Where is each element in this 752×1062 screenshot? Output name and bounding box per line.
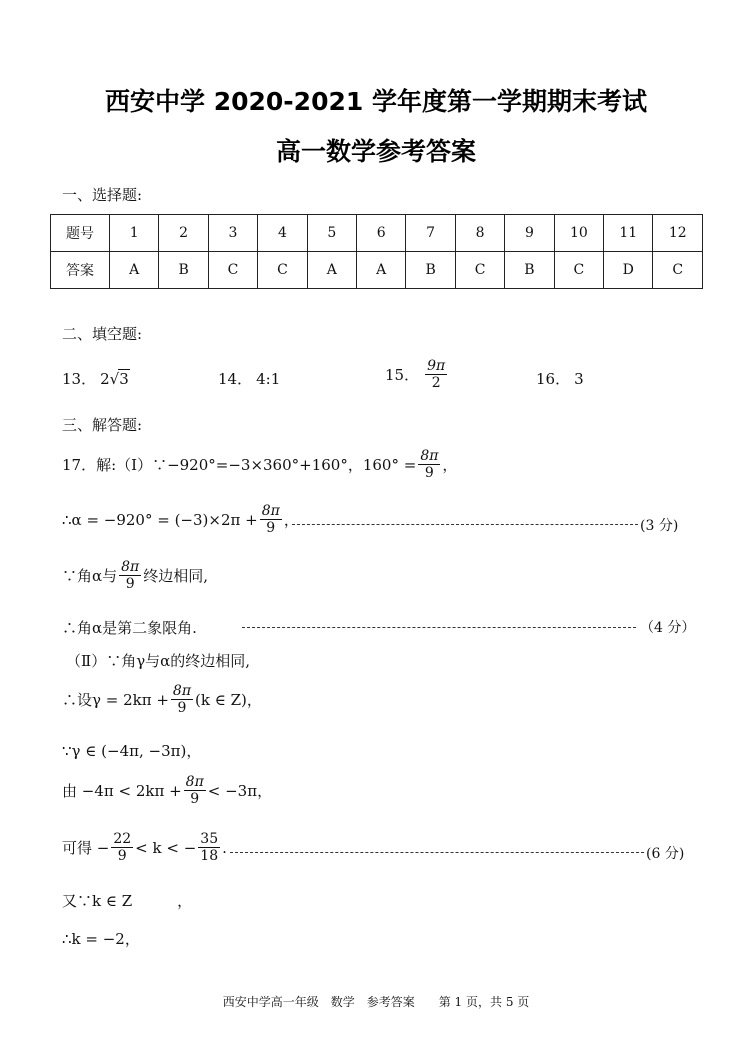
fraction-denominator: 9 bbox=[177, 700, 187, 717]
line-text: 终边相同, bbox=[143, 567, 209, 586]
solution-line-9 bbox=[62, 831, 227, 864]
answer-letter: A bbox=[357, 252, 406, 289]
score-mark: （4 分） bbox=[640, 620, 696, 636]
question-number: 9 bbox=[505, 215, 554, 252]
fraction-numerator: 9π bbox=[427, 358, 446, 374]
question-number: 12 bbox=[653, 215, 703, 252]
fill-answer-15 bbox=[385, 358, 449, 391]
fraction-numerator: 22 bbox=[113, 831, 132, 847]
fraction-numerator: 8π bbox=[121, 559, 140, 575]
answer-letter: C bbox=[455, 252, 504, 289]
fraction-numerator: 8π bbox=[185, 774, 204, 790]
line-text: (k ∈ Z)， bbox=[195, 691, 262, 710]
fill-label: 13． bbox=[62, 370, 97, 388]
dotted-leader bbox=[292, 524, 638, 525]
fraction bbox=[184, 774, 206, 807]
radicand: 3 bbox=[119, 370, 129, 388]
line-text: < −3π， bbox=[207, 782, 273, 801]
score-mark: (3 分) bbox=[640, 518, 679, 534]
solution-line-2 bbox=[62, 503, 299, 536]
question-number: 6 bbox=[357, 215, 406, 252]
table-row-answers bbox=[51, 252, 703, 289]
question-number: 8 bbox=[455, 215, 504, 252]
line-text: ∴设γ = 2kπ + bbox=[62, 691, 169, 710]
answer-letter: D bbox=[604, 252, 653, 289]
exam-title: 西安中学 2020-2021 学年度第一学期期末考试 bbox=[105, 87, 647, 116]
answer-letter: C bbox=[554, 252, 603, 289]
fraction-denominator: 9 bbox=[125, 576, 135, 593]
answer-letter: B bbox=[505, 252, 554, 289]
line-text: ∵γ ∈ (−4π, −3π)， bbox=[62, 742, 202, 760]
line-text: 由 −4π < 2kπ + bbox=[62, 782, 182, 801]
row-label-question: 题号 bbox=[51, 215, 110, 252]
fraction-denominator: 18 bbox=[200, 848, 219, 865]
fill-value: 4:1 bbox=[256, 369, 281, 388]
table-row-questions bbox=[51, 215, 703, 252]
fill-coefficient: 2 bbox=[100, 369, 110, 388]
line-text: < k < − bbox=[135, 838, 197, 857]
answer-letter: A bbox=[110, 252, 159, 289]
score-mark: (6 分) bbox=[646, 846, 685, 862]
solution-line-7 bbox=[62, 740, 201, 761]
line-text: 可得 − bbox=[62, 839, 110, 858]
question-number: 5 bbox=[307, 215, 356, 252]
solution-line-4 bbox=[62, 617, 197, 638]
fraction bbox=[111, 831, 133, 864]
fill-label: 16． bbox=[536, 370, 571, 388]
solution-line-10 bbox=[62, 890, 192, 911]
solution-line-1 bbox=[62, 448, 457, 481]
fraction bbox=[418, 448, 440, 481]
section-choice-heading: 一、选择题: bbox=[62, 186, 143, 204]
fraction bbox=[425, 358, 447, 391]
fraction bbox=[198, 831, 220, 864]
line-text: 又∵k ∈ Z ， bbox=[62, 892, 193, 910]
line-text: 17．解:（Ⅰ）∵−920°=−3×360°+160°，160° = bbox=[62, 456, 417, 475]
sqrt-expression bbox=[110, 369, 130, 388]
question-number: 7 bbox=[406, 215, 455, 252]
fraction-numerator: 35 bbox=[200, 831, 219, 847]
answer-letter: C bbox=[208, 252, 257, 289]
question-number: 4 bbox=[258, 215, 307, 252]
page-footer: 西安中学高一年级 数学 参考答案 第 1 页，共 5 页 bbox=[222, 995, 530, 1009]
solution-line-11 bbox=[62, 928, 140, 949]
section-solution-heading: 三、解答题: bbox=[62, 416, 143, 434]
question-number: 3 bbox=[208, 215, 257, 252]
answer-letter: C bbox=[653, 252, 703, 289]
question-number: 10 bbox=[554, 215, 603, 252]
question-number: 2 bbox=[159, 215, 208, 252]
fraction bbox=[119, 559, 141, 592]
fill-answer-13 bbox=[62, 368, 130, 389]
line-text: （Ⅱ）∵角γ与α的终边相同, bbox=[66, 652, 251, 670]
fraction-numerator: 8π bbox=[420, 448, 439, 464]
fraction-denominator: 9 bbox=[424, 465, 434, 482]
fraction-denominator: 9 bbox=[117, 848, 127, 865]
choice-answer-table bbox=[50, 214, 703, 289]
solution-line-6 bbox=[62, 683, 262, 716]
line-text: ∴k = −2， bbox=[62, 930, 140, 948]
section-fill-heading: 二、填空题: bbox=[62, 325, 143, 343]
question-number: 11 bbox=[604, 215, 653, 252]
fraction-numerator: 8π bbox=[172, 683, 192, 699]
fraction-numerator: 8π bbox=[261, 503, 280, 519]
question-number: 1 bbox=[110, 215, 159, 252]
fill-label: 15． bbox=[385, 366, 420, 385]
fill-answer-16 bbox=[536, 368, 584, 389]
line-text: ， bbox=[442, 456, 458, 475]
solution-line-3 bbox=[62, 559, 208, 592]
fraction-denominator: 9 bbox=[190, 791, 200, 808]
fraction-denominator: 9 bbox=[266, 520, 276, 537]
fill-answer-14 bbox=[218, 368, 280, 389]
dotted-leader bbox=[242, 627, 636, 628]
answer-letter: B bbox=[159, 252, 208, 289]
line-text: ∵角α与 bbox=[62, 567, 118, 586]
radical-sign: √ bbox=[109, 370, 120, 388]
fraction bbox=[171, 683, 193, 716]
answer-letter: C bbox=[258, 252, 307, 289]
answer-letter: B bbox=[406, 252, 455, 289]
answer-subtitle: 高一数学参考答案 bbox=[275, 137, 476, 166]
solution-line-8 bbox=[62, 774, 272, 807]
fraction-denominator: 2 bbox=[431, 375, 441, 392]
row-label-answer: 答案 bbox=[51, 252, 110, 289]
dotted-leader bbox=[230, 852, 644, 853]
line-text: . bbox=[222, 838, 227, 857]
fill-label: 14． bbox=[218, 370, 253, 388]
fraction bbox=[260, 503, 282, 536]
line-text: ， bbox=[283, 511, 299, 530]
line-text: ∴角α是第二象限角. bbox=[62, 619, 197, 637]
line-text: ∴α = −920° = (−3)×2π + bbox=[62, 510, 258, 529]
answer-letter: A bbox=[307, 252, 356, 289]
solution-line-5 bbox=[66, 650, 250, 671]
fill-value: 3 bbox=[574, 369, 584, 388]
